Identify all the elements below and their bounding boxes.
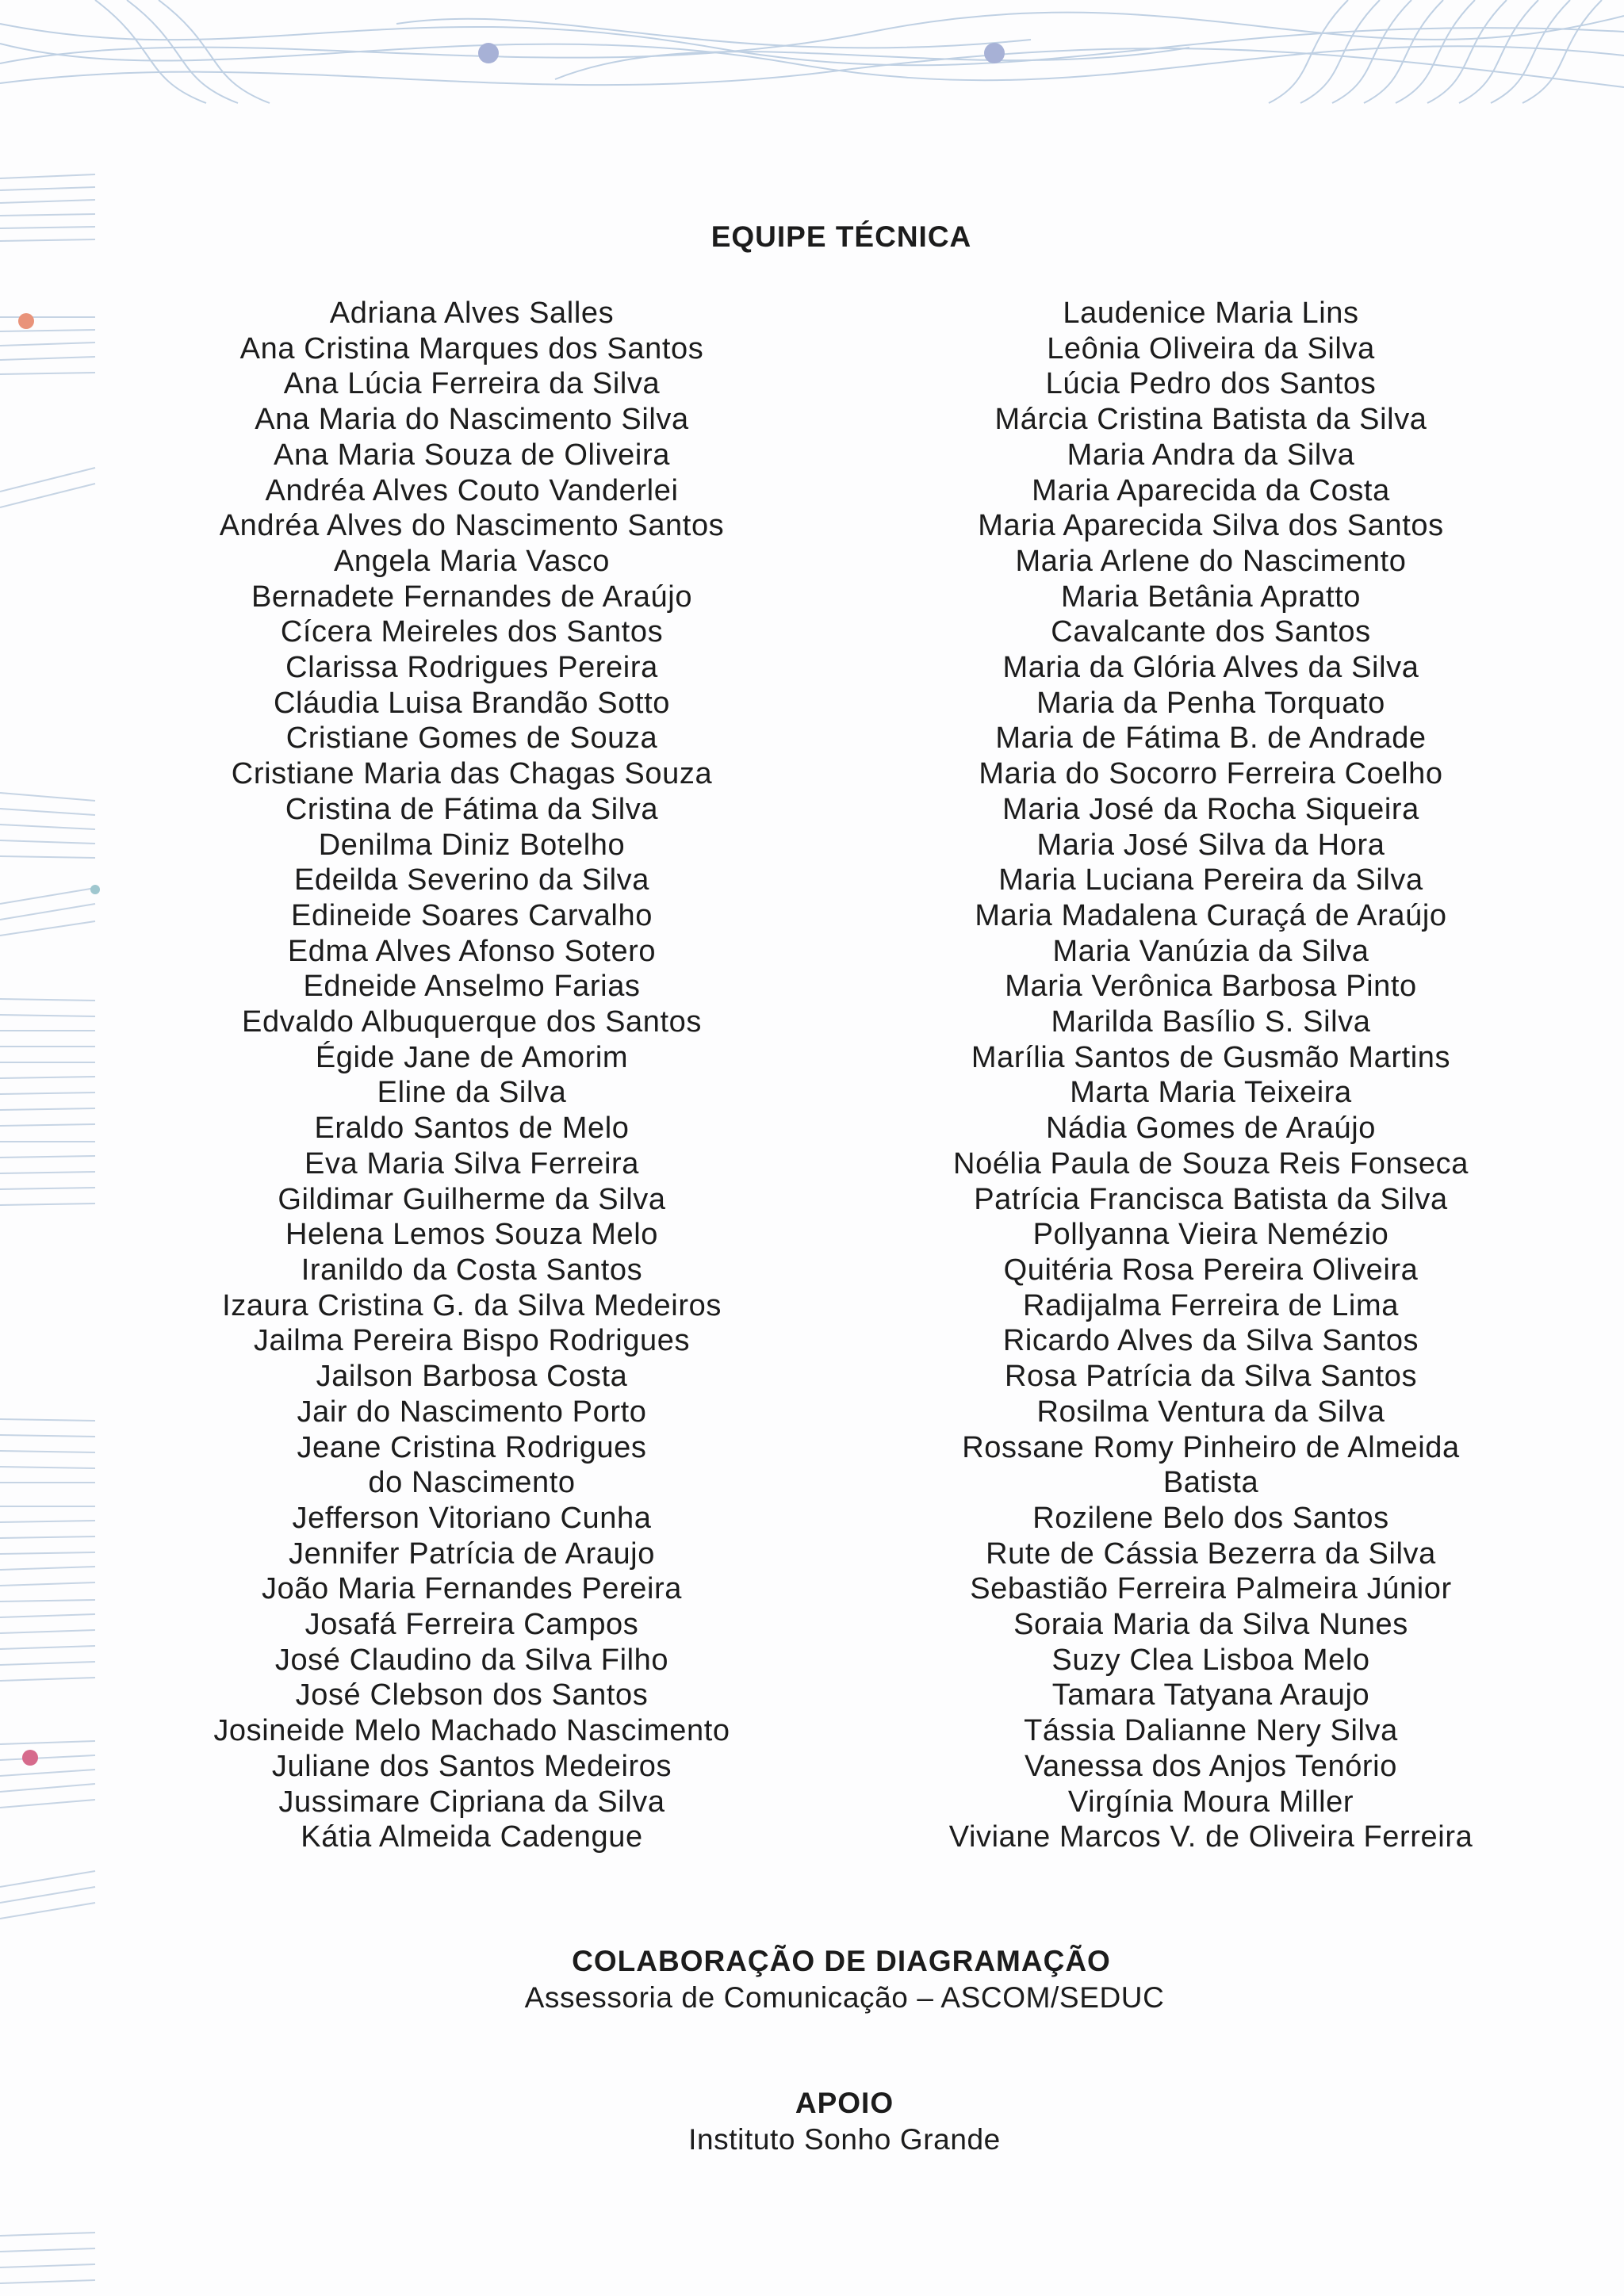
- team-member-name: Batista: [1162, 1466, 1259, 1500]
- team-member-name: Jeane Cristina Rodrigues: [297, 1430, 647, 1464]
- team-member-name: Maria Arlene do Nascimento: [1015, 544, 1407, 578]
- team-member-name: Viviane Marcos V. de Oliveira Ferreira: [948, 1820, 1473, 1854]
- team-member-name: Adriana Alves Salles: [329, 297, 615, 330]
- team-member-name: Iranildo da Costa Santos: [301, 1253, 643, 1287]
- team-member-name: Ana Cristina Marques dos Santos: [239, 331, 704, 365]
- team-member-name: Rosilma Ventura da Silva: [1036, 1395, 1385, 1429]
- team-member-name: Radijalma Ferreira de Lima: [1023, 1288, 1399, 1322]
- team-member-name: Cristiane Maria das Chagas Souza: [231, 757, 713, 791]
- team-member-name: Patrícia Francisca Batista da Silva: [974, 1182, 1448, 1216]
- team-member-name: Márcia Cristina Batista da Silva: [994, 403, 1427, 437]
- team-member-name: Rossane Romy Pinheiro de Almeida: [962, 1430, 1460, 1464]
- team-member-name: Eraldo Santos de Melo: [314, 1112, 630, 1146]
- team-member-name: Leônia Oliveira da Silva: [1047, 331, 1375, 365]
- team-member-name: Edeilda Severino da Silva: [293, 863, 650, 897]
- team-member-name: Tássia Dalianne Nery Silva: [1024, 1714, 1398, 1748]
- team-member-name: Angela Maria Vasco: [333, 544, 611, 578]
- team-member-name: Marília Santos de Gusmão Martins: [971, 1040, 1451, 1074]
- team-member-name: Maria Luciana Pereira da Silva: [998, 863, 1423, 897]
- team-member-name: Helena Lemos Souza Melo: [285, 1218, 659, 1252]
- team-member-name: Cícera Meireles dos Santos: [280, 615, 664, 649]
- team-member-name: Jussimare Cipriana da Silva: [278, 1785, 665, 1819]
- team-member-name: Josafá Ferreira Campos: [304, 1608, 639, 1642]
- team-member-name: Eva Maria Silva Ferreira: [304, 1146, 639, 1181]
- team-member-name: José Claudino da Silva Filho: [274, 1643, 669, 1677]
- team-member-name: Tamara Tatyana Araujo: [1051, 1678, 1370, 1712]
- team-member-name: Rute de Cássia Bezerra da Silva: [986, 1536, 1436, 1571]
- team-member-name: Maria da Glória Alves da Silva: [1002, 651, 1419, 685]
- team-member-name: Bernadete Fernandes de Araújo: [251, 580, 693, 614]
- team-member-name: Josineide Melo Machado Nascimento: [213, 1714, 730, 1748]
- team-member-name: Izaura Cristina G. da Silva Medeiros: [222, 1288, 722, 1322]
- team-member-name: João Maria Fernandes Pereira: [261, 1572, 683, 1606]
- team-member-name: Ana Maria do Nascimento Silva: [255, 403, 689, 437]
- team-member-name: Ana Maria Souza de Oliveira: [274, 438, 670, 472]
- team-member-name: Maria Madalena Curaçá de Araújo: [975, 898, 1447, 932]
- team-member-name: do Nascimento: [368, 1466, 576, 1500]
- team-member-name: Maria José Silva da Hora: [1036, 828, 1385, 862]
- team-member-name: Maria Andra da Silva: [1067, 438, 1355, 472]
- team-member-name: Andréa Alves do Nascimento Santos: [219, 509, 725, 543]
- equipe-tecnica-title: EQUIPE TÉCNICA: [710, 220, 972, 253]
- team-member-name: Clarissa Rodrigues Pereira: [285, 651, 658, 685]
- team-member-name: Quitéria Rosa Pereira Oliveira: [1003, 1253, 1419, 1287]
- team-member-name: Edvaldo Albuquerque dos Santos: [242, 1005, 702, 1039]
- team-member-name: Marilda Basílio S. Silva: [1051, 1005, 1371, 1039]
- team-member-name: Suzy Clea Lisboa Melo: [1051, 1643, 1370, 1677]
- team-member-name: Cláudia Luisa Brandão Sotto: [274, 686, 670, 720]
- team-member-name: Maria da Penha Torquato: [1036, 686, 1385, 720]
- apoio-text: Instituto Sonho Grande: [688, 2123, 1001, 2156]
- team-member-name: Maria Aparecida da Costa: [1032, 473, 1390, 507]
- team-member-name: Jailma Pereira Bispo Rodrigues: [253, 1324, 691, 1358]
- team-member-name: Maria do Socorro Ferreira Coelho: [979, 757, 1443, 791]
- team-list-right: [854, 296, 1568, 1855]
- team-member-name: Maria de Fátima B. de Andrade: [995, 721, 1427, 756]
- team-member-name: Soraia Maria da Silva Nunes: [1013, 1608, 1408, 1642]
- team-member-name: Sebastião Ferreira Palmeira Júnior: [970, 1572, 1452, 1606]
- team-list-left: [115, 296, 829, 1855]
- team-member-name: Pollyanna Vieira Nemézio: [1032, 1218, 1389, 1252]
- team-member-name: Lúcia Pedro dos Santos: [1045, 367, 1377, 401]
- team-member-name: Maria José da Rocha Siqueira: [1002, 792, 1419, 826]
- team-member-name: Jair do Nascimento Porto: [297, 1395, 647, 1429]
- team-member-name: José Clebson dos Santos: [295, 1678, 649, 1712]
- team-member-name: Maria Vanúzia da Silva: [1052, 934, 1369, 968]
- team-member-name: Cristina de Fátima da Silva: [285, 792, 659, 826]
- team-member-name: Edneide Anselmo Farias: [303, 970, 641, 1004]
- team-member-name: Kátia Almeida Cadengue: [301, 1820, 643, 1854]
- team-member-name: Andréa Alves Couto Vanderlei: [265, 473, 679, 507]
- team-member-name: Ana Lúcia Ferreira da Silva: [283, 367, 661, 401]
- team-member-name: Maria Aparecida Silva dos Santos: [978, 509, 1444, 543]
- team-member-name: Virgínia Moura Miller: [1067, 1785, 1354, 1819]
- team-member-name: Ricardo Alves da Silva Santos: [1002, 1324, 1419, 1358]
- diagramacao-text: Assessoria de Comunicação – ASCOM/SEDUC: [524, 1981, 1165, 2014]
- team-member-name: Vanessa dos Anjos Tenório: [1025, 1749, 1397, 1783]
- team-member-name: Juliane dos Santos Medeiros: [271, 1749, 672, 1783]
- team-member-name: Noélia Paula de Souza Reis Fonseca: [953, 1146, 1469, 1181]
- team-member-name: Jennifer Patrícia de Araujo: [289, 1536, 655, 1571]
- team-member-name: Gildimar Guilherme da Silva: [278, 1182, 666, 1216]
- team-member-name: Eline da Silva: [377, 1076, 567, 1110]
- team-member-name: Maria Verônica Barbosa Pinto: [1005, 970, 1417, 1004]
- team-member-name: Rosa Patrícia da Silva Santos: [1004, 1360, 1418, 1394]
- diagramacao-title: COLABORAÇÃO DE DIAGRAMAÇÃO: [572, 1945, 1111, 1977]
- team-member-name: Edineide Soares Carvalho: [291, 898, 653, 932]
- team-member-name: Edma Alves Afonso Sotero: [287, 934, 657, 968]
- team-member-name: Jailson Barbosa Costa: [316, 1360, 628, 1394]
- apoio-title: APOIO: [795, 2087, 894, 2119]
- team-member-name: Cavalcante dos Santos: [1051, 615, 1371, 649]
- team-member-name: Cristiane Gomes de Souza: [285, 721, 658, 756]
- team-member-name: Nádia Gomes de Araújo: [1045, 1112, 1377, 1146]
- team-member-name: Égide Jane de Amorim: [315, 1040, 629, 1074]
- team-member-name: Laudenice Maria Lins: [1063, 297, 1359, 330]
- team-member-name: Maria Betânia Apratto: [1060, 580, 1362, 614]
- team-member-name: Rozilene Belo dos Santos: [1032, 1501, 1389, 1535]
- team-member-name: Marta Maria Teixeira: [1070, 1076, 1352, 1110]
- team-member-name: Denilma Diniz Botelho: [318, 828, 626, 862]
- team-member-name: Jefferson Vitoriano Cunha: [292, 1501, 652, 1535]
